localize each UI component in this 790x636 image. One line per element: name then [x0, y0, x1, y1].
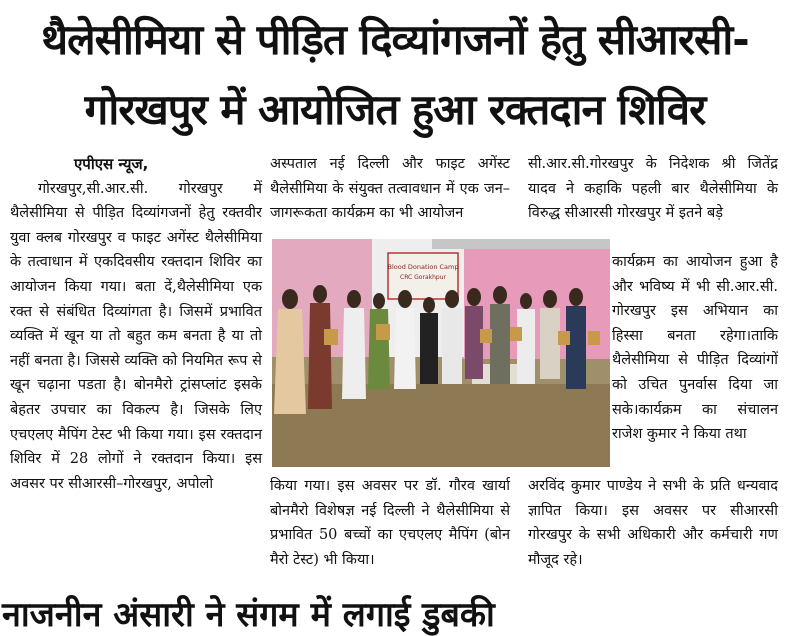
article-column-2-top: अस्पताल नई दिल्ली और फाइट अगेंस्ट थैलेसीमिया के संयुक्त तत्वावधान में एक जन–जागरूकता कार्यक्रम का भी आयोजन — [270, 156, 510, 222]
next-article-headline: नाजनीन अंसारी ने संगम में लगाई डुबकी — [2, 595, 495, 635]
column-1-text: गोरखपुर,सी.आर.सी. गोरखपुर में थैलेसीमिया से पीड़ित दिव्यांगजनों हेतु रक्तवीर युवा क्लब गोरखपुर व फाइट अगेंस्ट थैलेसीमिया के तत्वाधान में एकदिवसीय रक्तदान शिविर का आयोजन किया गया। बता दें,थैलेसीमिया एक रक्त से संबंधित दिव्यांगता है। जिसमें प्रभावित व्यक्ति में खून या तो बहुत कम बनता है या तो नहीं बनता है। जिससे व्यक्ति को नियमित रूप से खून चढ़ाना पडता है। बोनमैरो ट्रांसप्लांट इसके बेहतर उपचार का विकल्प है। जिसके लिए एचएलए मैपिंग टेस्ट भी किया गया। इस रक्तदान शिविर में 28 लोगों ने रक्तदान किया। इस अवसर पर सीआरसी–गोरखपुर, अपोलो — [10, 180, 262, 492]
byline: एपीएस न्यूज, — [74, 155, 149, 173]
article-column-1 — [10, 152, 262, 496]
event-photo — [272, 239, 610, 467]
headline-line-2: गोरखपुर में आयोजित हुआ रक्तदान शिविर — [84, 85, 706, 134]
article-column-3-top: सी.आर.सी.गोरखपुर के निदेशक श्री जितेंद्र यादव ने कहाकि पहली बार थैलेसीमिया के विरुद्ध सीआरसी गोरखपुर में इतने बड़े — [528, 156, 778, 222]
banner-text-1: Blood Donation Camp — [387, 263, 459, 271]
article-column-3-bottom: अरविंद कुमार पाण्डेय ने सभी के प्रति धन्यवाद ज्ञापित किया। इस अवसर पर सीआरसी गोरखपुर के सभी अधिकारी और कर्मचारी गण मौजूद रहे। — [528, 478, 778, 568]
article-column-3-narrow: कार्यक्रम का आयोजन हुआ है और भविष्य में भी सी.आर.सी. गोरखपुर इस अभियान का हिस्सा बनता रहेगा।ताकि थैलेसीमिया से पीड़ित दिव्यांगों को उचित पुनर्वास दिया जा सके।कार्यक्रम का संचालन राजेश कुमार ने किया तथा — [612, 254, 778, 443]
group-photo-illustration — [272, 239, 610, 467]
article-column-2-bottom: किया गया। इस अवसर पर डॉ. गौरव खार्या बोनमैरो विशेषज्ञ नई दिल्ली ने थैलेसीमिया से प्रभावित 50 बच्चों का एचएलए मैपिंग (बोन मैरो टेस्ट) भी किया। — [270, 478, 510, 568]
headline-line-1: थैलेसीमिया से पीड़ित दिव्यांगजनों हेतु सीआरसी- — [41, 15, 749, 64]
banner-text-2: CRC Gorakhpur — [400, 274, 446, 281]
